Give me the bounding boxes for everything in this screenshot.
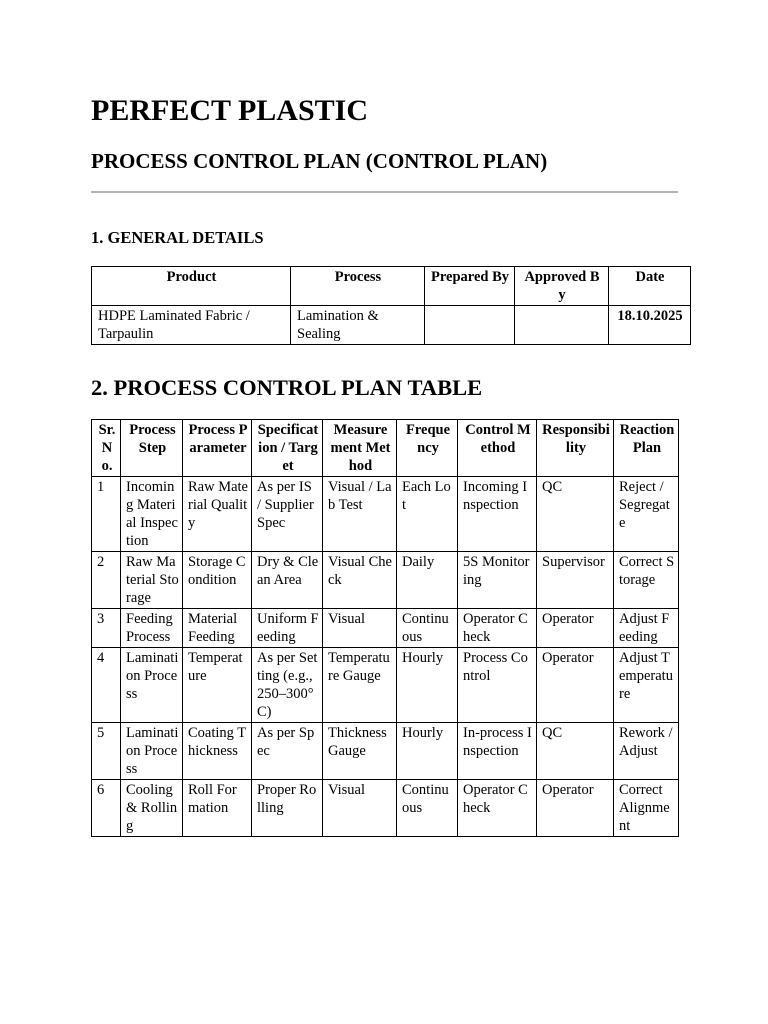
header-process: Process (291, 267, 425, 306)
specification-cell: Proper Rolling (252, 780, 323, 837)
sr-no-cell: 2 (92, 552, 121, 609)
control-method-cell: In-process Inspection (458, 723, 537, 780)
process-step-cell: Lamination Process (121, 723, 183, 780)
product-value: HDPE Laminated Fabric / Tarpaulin (92, 306, 291, 345)
table-row (92, 648, 679, 723)
title-divider (91, 191, 678, 193)
frequency-cell: Continuous (397, 780, 458, 837)
control-method-cell: Operator Check (458, 609, 537, 648)
general-details-header-row (92, 267, 691, 306)
process-step-cell: Lamination Process (121, 648, 183, 723)
control-method-cell: Operator Check (458, 780, 537, 837)
reaction-plan-cell: Rework / Adjust (614, 723, 679, 780)
responsibility-cell: QC (537, 477, 614, 552)
control-method-cell: Process Control (458, 648, 537, 723)
measurement-method-cell: Visual / Lab Test (323, 477, 397, 552)
approved-by-value (515, 306, 609, 345)
document-title: PROCESS CONTROL PLAN (CONTROL PLAN) (91, 149, 548, 173)
prepared-by-value (425, 306, 515, 345)
process-step-cell: Feeding Process (121, 609, 183, 648)
header-measurement-method: Measurement Method (323, 420, 397, 477)
frequency-cell: Daily (397, 552, 458, 609)
header-prepared-by: Prepared By (425, 267, 515, 306)
specification-cell: Dry & Clean Area (252, 552, 323, 609)
header-frequency: Frequency (397, 420, 458, 477)
reaction-plan-cell: Reject / Segregate (614, 477, 679, 552)
frequency-cell: Hourly (397, 723, 458, 780)
specification-cell: As per Spec (252, 723, 323, 780)
measurement-method-cell: Visual (323, 780, 397, 837)
measurement-method-cell: Thickness Gauge (323, 723, 397, 780)
process-parameter-cell: Coating Thickness (183, 723, 252, 780)
company-name: PERFECT PLASTIC (91, 94, 369, 127)
general-details-table (91, 266, 691, 345)
date-value: 18.10.2025 (609, 306, 691, 345)
header-control-method: Control Method (458, 420, 537, 477)
responsibility-cell: Operator (537, 648, 614, 723)
sr-no-cell: 6 (92, 780, 121, 837)
process-parameter-cell: Storage Condition (183, 552, 252, 609)
measurement-method-cell: Visual (323, 609, 397, 648)
control-plan-heading: 2. PROCESS CONTROL PLAN TABLE (91, 375, 483, 400)
general-details-heading: 1. GENERAL DETAILS (91, 228, 264, 247)
header-responsibility: Responsibility (537, 420, 614, 477)
specification-cell: Uniform Feeding (252, 609, 323, 648)
reaction-plan-cell: Correct Storage (614, 552, 679, 609)
reaction-plan-cell: Adjust Temperature (614, 648, 679, 723)
specification-cell: As per Setting (e.g., 250–300°C) (252, 648, 323, 723)
table-row (92, 723, 679, 780)
process-value: Lamination & Sealing (291, 306, 425, 345)
responsibility-cell: QC (537, 723, 614, 780)
frequency-cell: Hourly (397, 648, 458, 723)
measurement-method-cell: Visual Check (323, 552, 397, 609)
table-row (92, 477, 679, 552)
sr-no-cell: 4 (92, 648, 121, 723)
process-step-cell: Incoming Material Inspection (121, 477, 183, 552)
process-step-cell: Cooling & Rolling (121, 780, 183, 837)
header-specification: Specification / Target (252, 420, 323, 477)
measurement-method-cell: Temperature Gauge (323, 648, 397, 723)
reaction-plan-cell: Correct Alignment (614, 780, 679, 837)
header-sr-no: Sr. No. (92, 420, 121, 477)
responsibility-cell: Operator (537, 780, 614, 837)
table-row (92, 780, 679, 837)
table-row (92, 552, 679, 609)
process-parameter-cell: Raw Material Quality (183, 477, 252, 552)
reaction-plan-cell: Adjust Feeding (614, 609, 679, 648)
control-plan-table (91, 419, 679, 837)
sr-no-cell: 3 (92, 609, 121, 648)
header-approved-by: Approved By (515, 267, 609, 306)
process-parameter-cell: Roll Formation (183, 780, 252, 837)
general-details-row (92, 306, 691, 345)
responsibility-cell: Supervisor (537, 552, 614, 609)
responsibility-cell: Operator (537, 609, 614, 648)
table-row (92, 609, 679, 648)
frequency-cell: Continuous (397, 609, 458, 648)
process-parameter-cell: Temperature (183, 648, 252, 723)
control-plan-header-row (92, 420, 679, 477)
sr-no-cell: 1 (92, 477, 121, 552)
header-process-parameter: Process Parameter (183, 420, 252, 477)
header-date: Date (609, 267, 691, 306)
process-parameter-cell: Material Feeding (183, 609, 252, 648)
control-method-cell: Incoming Inspection (458, 477, 537, 552)
process-step-cell: Raw Material Storage (121, 552, 183, 609)
header-reaction-plan: Reaction Plan (614, 420, 679, 477)
specification-cell: As per IS / Supplier Spec (252, 477, 323, 552)
sr-no-cell: 5 (92, 723, 121, 780)
header-product: Product (92, 267, 291, 306)
control-method-cell: 5S Monitoring (458, 552, 537, 609)
frequency-cell: Each Lot (397, 477, 458, 552)
header-process-step: Process Step (121, 420, 183, 477)
